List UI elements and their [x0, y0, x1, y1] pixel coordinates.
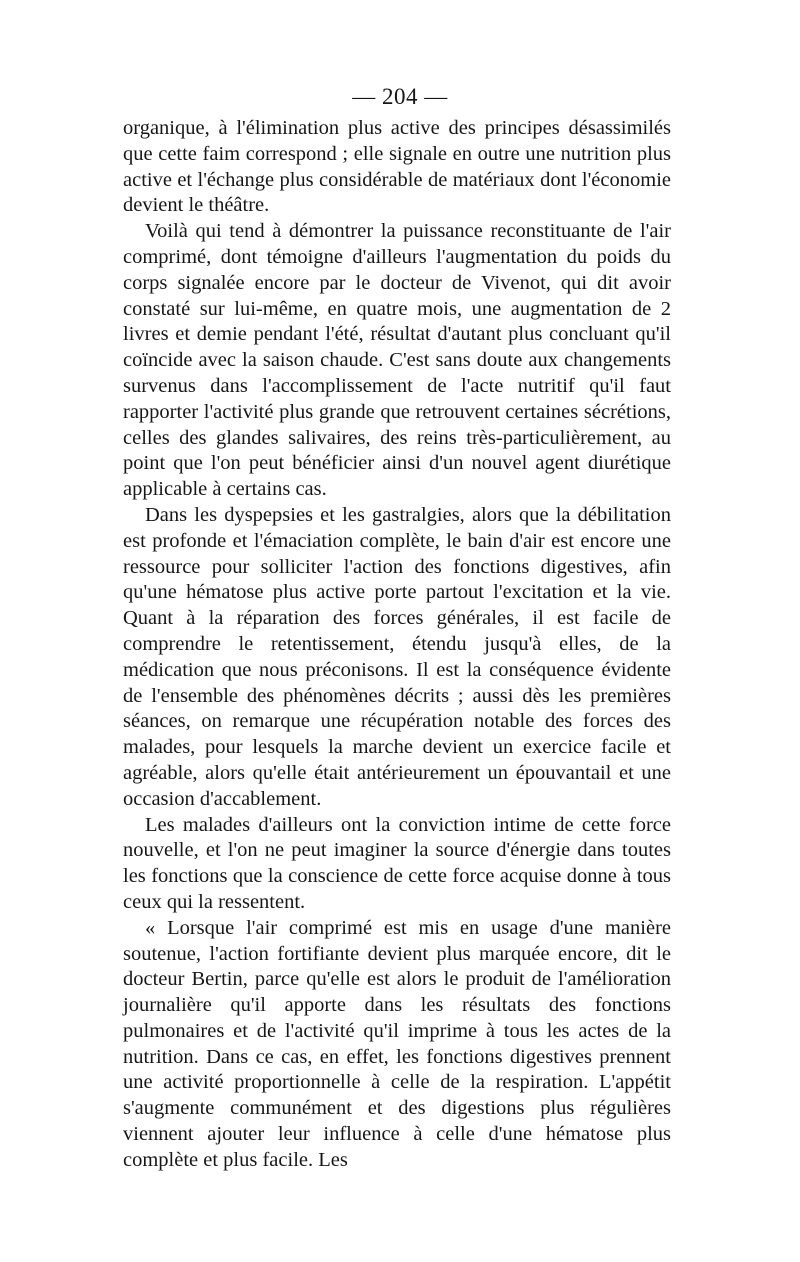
paragraph-conviction: Les malades d'ailleurs ont la conviction intime de cette force nouvelle, et l'on ne peut imaginer la source d'énergie dans toutes les fonctions que la conscience de cette force acquise donne à tous ceux qui la ressentent. — [123, 813, 671, 913]
paragraph-dyspepsies: Dans les dyspepsies et les gastralgies, alors que la débilitation est profonde et l'émaciation complète, le bain d'air est encore une ressource pour solliciter l'action des fonctions digestives, afin qu'une hématose plus active porte partout l'excitation et la vie. Quant à la réparation des forces générales, il est facile de comprendre le retentissement, étendu jusqu'à elles, de la médication que nous préconisons. Il est la conséquence évidente de l'ensemble des phénomènes décrits ; aussi dès les premières séances, on remarque une récupération notable des forces des malades, pour lesquels la marche devient un exercice facile et agréable, alors qu'elle était antérieurement un épouvantail et une occasion d'accablement. — [123, 503, 671, 810]
paragraph-quotation-bertin: « Lorsque l'air comprimé est mis en usage d'une manière soutenue, l'action fortifiante devient plus marquée encore, dit le docteur Bertin, parce qu'elle est alors le produit de l'amélioration journalière qu'il apporte dans les résultats des fonctions pulmonaires et de l'activité qu'il imprime à tous les actes de la nutrition. Dans ce cas, en effet, les fonctions digestives prennent une activité proportionnelle à celle de la respiration. L'appétit s'augmente communément et des digestions plus régulières viennent ajouter leur influence à celle d'une hématose plus complète et plus facile. Les — [123, 916, 671, 1171]
page-number: — 204 — — [352, 84, 448, 109]
paragraph-continuation: organique, à l'élimination plus active des principes désassimilés que cette faim correspond ; elle signale en outre une nutrition plus active et l'échange plus considérable de matériaux dont l'économie devient le théâtre. — [123, 117, 671, 217]
paragraph-air-comprime: Voilà qui tend à démontrer la puissance reconstituante de l'air comprimé, dont témoigne d'ailleurs l'augmentation du poids du corps signalée encore par le docteur de Vivenot, qui dit avoir constaté sur lui-même, en quatre mois, une augmentation de 2 livres et demie pendant l'été, résultat d'autant plus concluant qu'il coïncide avec la saison chaude. C'est sans doute aux changements survenus dans l'accomplissement de l'acte nutritif qu'il faut rapporter l'activité plus grande que retrouvent certaines sécrétions, celles des glandes salivaires, des reins très-particulièrement, au point que l'on peut bénéficier ainsi d'un nouvel agent diurétique applicable à certains cas. — [123, 220, 671, 501]
body-text — [123, 116, 671, 1174]
